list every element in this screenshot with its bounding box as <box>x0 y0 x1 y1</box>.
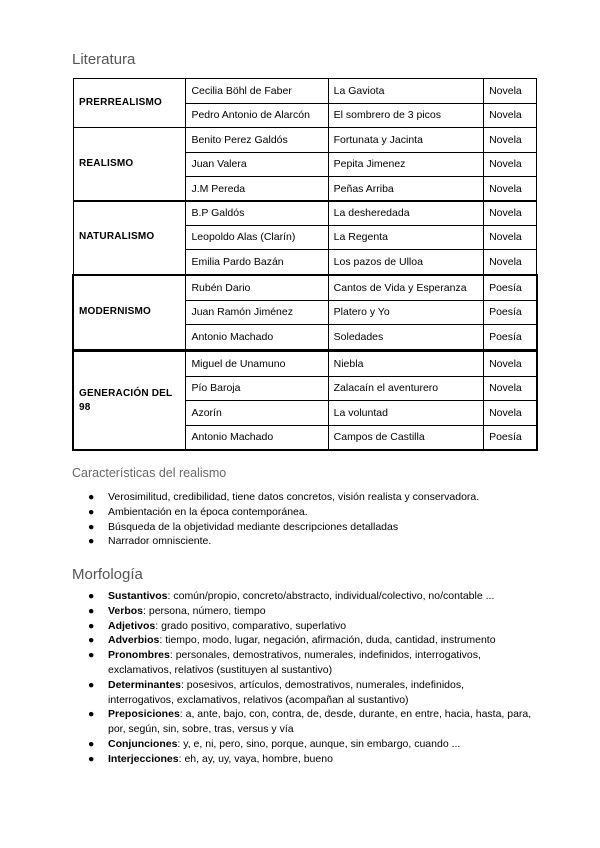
bullet-icon: ● <box>88 708 95 721</box>
list-item <box>72 534 532 549</box>
term-description: : común/propio, concreto/abstracto, individual/colectivo, no/contable ... <box>167 590 495 602</box>
genre-cell: Novela <box>484 103 537 128</box>
genre-cell: Novela <box>484 201 537 226</box>
bullet-icon: ● <box>88 505 95 518</box>
list-item <box>72 648 532 678</box>
literature-table-prerrealismo <box>73 78 537 128</box>
term: Pronombres <box>108 649 170 662</box>
author-cell: Pío Baroja <box>186 376 328 401</box>
list-item <box>72 633 532 648</box>
period-label: REALISMO <box>74 128 186 202</box>
page-title: Literatura <box>72 51 136 68</box>
work-cell: Niebla <box>328 352 483 377</box>
term: Sustantivos <box>108 590 168 602</box>
author-cell: Leopoldo Alas (Clarín) <box>186 225 328 250</box>
bullet-icon: ● <box>88 590 95 602</box>
list-item <box>72 490 532 505</box>
term-description: : eh, ay, uy, vaya, hombre, bueno <box>178 752 333 765</box>
list-item <box>72 505 532 520</box>
genre-cell: Novela <box>484 177 537 202</box>
term: Adjetivos <box>108 619 156 632</box>
table-row <box>74 201 537 226</box>
work-cell: La desheredada <box>328 201 483 226</box>
author-cell: Antonio Machado <box>186 325 328 350</box>
genre-cell: Poesía <box>484 300 537 325</box>
term-description: : a, ante, bajo, con, contra, de, desde, durante, en entre, hacia, hasta, para, por, según, sin, sobre, tras, versus y vía <box>108 708 532 736</box>
author-cell: Juan Valera <box>186 152 328 177</box>
list-item <box>72 707 532 737</box>
period-label: NATURALISMO <box>74 201 186 275</box>
table-row <box>74 352 537 377</box>
genre-cell: Poesía <box>484 425 537 450</box>
list-item <box>72 520 532 535</box>
realismo-heading: Características del realismo <box>72 466 227 480</box>
bullet-icon: ● <box>88 491 95 503</box>
genre-cell: Novela <box>484 152 537 177</box>
author-cell: Benito Perez Galdós <box>186 128 328 153</box>
genre-cell: Poesía <box>484 276 537 301</box>
work-cell: Peñas Arriba <box>328 177 483 202</box>
work-cell: Soledades <box>328 325 483 350</box>
work-cell: La Regenta <box>328 225 483 250</box>
list-item <box>72 604 532 619</box>
period-label: GENERACIÓN DEL 98 <box>74 352 186 450</box>
term: Determinantes <box>108 678 181 691</box>
author-cell: B.P Galdós <box>186 201 328 226</box>
bullet-icon: ● <box>88 619 95 632</box>
realismo-list <box>72 490 532 549</box>
genre-cell: Novela <box>484 401 537 426</box>
author-cell: Antonio Machado <box>186 425 328 450</box>
bullet-icon: ● <box>88 737 95 750</box>
author-cell: Azorín <box>186 401 328 426</box>
term: Verbos <box>108 604 144 617</box>
work-cell: El sombrero de 3 picos <box>328 103 483 128</box>
table-row <box>74 79 537 104</box>
bullet-icon: ● <box>88 535 95 548</box>
work-cell: Pepita Jimenez <box>328 152 483 177</box>
list-item <box>72 589 532 604</box>
work-cell: La Gaviota <box>328 79 483 104</box>
morfologia-heading: Morfología <box>72 566 143 583</box>
list-item-text: Ambientación en la época contemporánea. <box>108 505 308 518</box>
author-cell: Juan Ramón Jiménez <box>186 300 328 325</box>
term: Preposiciones <box>108 708 180 721</box>
author-cell: Rubén Dario <box>186 276 328 301</box>
work-cell: Platero y Yo <box>328 300 483 325</box>
work-cell: Campos de Castilla <box>328 425 483 450</box>
author-cell: J.M Pereda <box>186 177 328 202</box>
literature-table-generacion-98 <box>73 351 537 450</box>
bullet-icon: ● <box>88 604 95 617</box>
author-cell: Cecilia Böhl de Faber <box>186 79 328 104</box>
table-row <box>74 276 537 301</box>
literature-table-realismo <box>73 127 537 202</box>
term: Adverbios <box>108 634 160 647</box>
work-cell: Fortunata y Jacinta <box>328 128 483 153</box>
list-item <box>72 737 532 752</box>
genre-cell: Novela <box>484 376 537 401</box>
morfologia-list <box>72 589 532 767</box>
genre-cell: Novela <box>484 79 537 104</box>
author-cell: Emilia Pardo Bazán <box>186 250 328 275</box>
genre-cell: Novela <box>484 352 537 377</box>
term-description: : tiempo, modo, lugar, negación, afirmación, duda, cantidad, instrumento <box>159 634 496 647</box>
list-item <box>72 619 532 634</box>
period-label: MODERNISMO <box>74 276 186 350</box>
work-cell: Los pazos de Ulloa <box>328 250 483 275</box>
author-cell: Miguel de Unamuno <box>186 352 328 377</box>
list-item-text: Verosimilitud, credibilidad, tiene datos concretos, visión realista y conservadora. <box>108 491 480 503</box>
work-cell: La voluntad <box>328 401 483 426</box>
genre-cell: Novela <box>484 225 537 250</box>
list-item-text: Narrador omnisciente. <box>108 535 212 548</box>
bullet-icon: ● <box>88 752 95 765</box>
genre-cell: Poesía <box>484 325 537 350</box>
author-cell: Pedro Antonio de Alarcón <box>186 103 328 128</box>
term-description: : persona, número, tiempo <box>143 604 266 617</box>
literature-table-naturalismo <box>73 200 537 275</box>
table-row <box>74 128 537 153</box>
bullet-icon: ● <box>88 649 95 662</box>
list-item <box>72 678 532 708</box>
bullet-icon: ● <box>88 678 95 691</box>
work-cell: Cantos de Vida y Esperanza <box>328 276 483 301</box>
period-label: PRERREALISMO <box>74 79 186 128</box>
term-description: : grado positivo, comparativo, superlativo <box>155 619 347 632</box>
genre-cell: Novela <box>484 128 537 153</box>
work-cell: Zalacaín el aventurero <box>328 376 483 401</box>
list-item <box>72 752 532 767</box>
term-description: : personales, demostrativos, numerales, indefinidos, interrogativos, exclamativos, relativos (sustituyen al sustantivo) <box>108 649 481 676</box>
term-description: : y, e, ni, pero, sino, porque, aunque, sin embargo, cuando ... <box>177 737 461 750</box>
term-description: : posesivos, artículos, demostrativos, numerales, indefinidos, interrogativos, exclamativos, relativos (acompañan al sustantivo) <box>108 678 465 706</box>
bullet-icon: ● <box>88 634 95 647</box>
bullet-icon: ● <box>88 520 95 533</box>
term: Interjecciones <box>108 752 179 765</box>
term: Conjunciones <box>108 737 178 750</box>
genre-cell: Novela <box>484 250 537 275</box>
literature-table-modernismo <box>73 275 537 350</box>
list-item-text: Búsqueda de la objetividad mediante descripciones detalladas <box>108 520 399 533</box>
